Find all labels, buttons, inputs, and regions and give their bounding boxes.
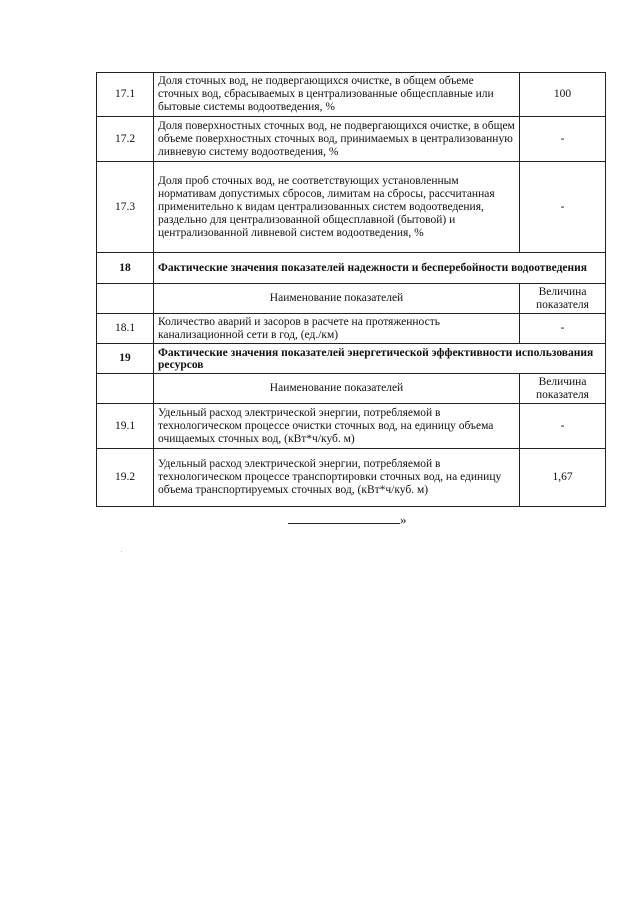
- column-header-name: Наименование показателей: [154, 284, 520, 314]
- closing-quote: »: [400, 512, 407, 527]
- header-row: [97, 284, 606, 314]
- column-header-value: Величина показателя: [520, 374, 606, 404]
- row-number: 17.2: [97, 117, 154, 162]
- section-title: Фактические значения показателей надежности и бесперебойности водоотведения: [154, 253, 606, 284]
- row-number: 17.1: [97, 73, 154, 117]
- indicator-value: -: [520, 404, 606, 449]
- indicator-description: Количество аварий и засоров в расчете на протяженность канализационной сети в год, (ед./км): [154, 314, 520, 344]
- table-row: [97, 314, 606, 344]
- indicator-value: -: [520, 314, 606, 344]
- table-row: [97, 404, 606, 449]
- indicator-value: -: [520, 117, 606, 162]
- indicator-value: -: [520, 162, 606, 253]
- empty-cell: [97, 284, 154, 314]
- indicator-description: Удельный расход электрической энергии, потребляемой в технологическом процессе очистки сточных вод, на единицу объема очищаемых сточных вод, (кВт*ч/куб. м): [154, 404, 520, 449]
- section-title: Фактические значения показателей энергетической эффективности использования ресурсов: [154, 344, 606, 374]
- table-row: [97, 73, 606, 117]
- scan-speck: [121, 551, 122, 552]
- table-row: [97, 162, 606, 253]
- section-row: [97, 253, 606, 284]
- column-header-name: Наименование показателей: [154, 374, 520, 404]
- indicator-value: 1,67: [520, 449, 606, 507]
- indicator-description: Доля поверхностных сточных вод, не подвергающихся очистке, в общем объеме поверхностных сточных вод, принимаемых в централизованную ливневую систему водоотведения, %: [154, 117, 520, 162]
- row-number: 18.1: [97, 314, 154, 344]
- indicator-value: 100: [520, 73, 606, 117]
- table-row: [97, 449, 606, 507]
- closing-line: [288, 512, 407, 528]
- header-row: [97, 374, 606, 404]
- indicator-description: Доля сточных вод, не подвергающихся очистке, в общем объеме сточных вод, сбрасываемых в централизованные общесплавные или бытовые системы водоотведения, %: [154, 73, 520, 117]
- indicator-description: Доля проб сточных вод, не соответствующих установленным нормативам допустимых сбросов, лимитам на сбросы, рассчитанная применительно к видам централизованных систем водоотведения, раздельно для централизованной общесплавной (бытовой) и централизованной ливневой систем водоотведения, %: [154, 162, 520, 253]
- row-number: 19.1: [97, 404, 154, 449]
- section-number: 19: [97, 344, 154, 374]
- table-row: [97, 117, 606, 162]
- row-number: 19.2: [97, 449, 154, 507]
- empty-cell: [97, 374, 154, 404]
- underline-rule: [288, 514, 400, 524]
- indicator-description: Удельный расход электрической энергии, потребляемой в технологическом процессе транспортировки сточных вод, на единицу объема транспортируемых сточных вод, (кВт*ч/куб. м): [154, 449, 520, 507]
- section-row: [97, 344, 606, 374]
- section-number: 18: [97, 253, 154, 284]
- column-header-value: Величина показателя: [520, 284, 606, 314]
- row-number: 17.3: [97, 162, 154, 253]
- indicators-table: [96, 72, 606, 507]
